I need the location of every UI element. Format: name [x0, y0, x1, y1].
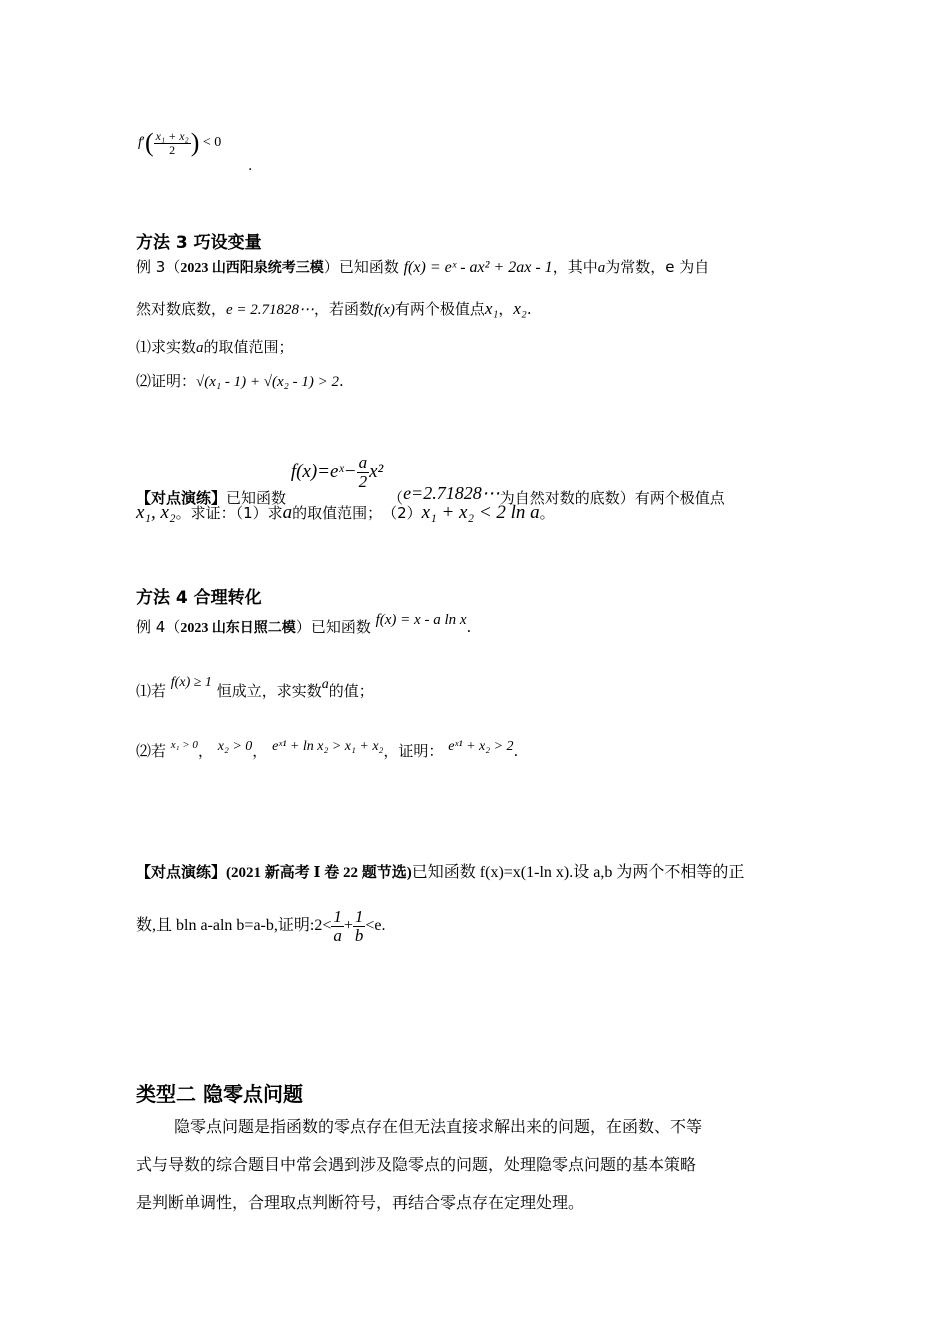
q1-end: 的取值范围； — [203, 338, 294, 356]
ex3-fx: f(x) — [374, 302, 395, 318]
ex4-label: 例 4（ — [136, 618, 181, 636]
ex3-x1: x₁ — [484, 299, 499, 318]
practice1-cond-text: 为自然对数的底数）有两个极值点 — [499, 488, 725, 507]
practice2-frac2-num: 1 — [354, 907, 364, 926]
top-formula — [138, 128, 221, 158]
top-formula-f: f — [138, 135, 142, 151]
ex3-label: 例 3（ — [136, 258, 181, 276]
top-formula-denominator: 2 — [169, 142, 176, 157]
method3-example-line1 — [136, 256, 709, 277]
practice1-frac-den: 2 — [358, 471, 368, 491]
practice1-end: 。 — [539, 504, 555, 522]
ex3-function: f(x) = eˣ - ax² + 2ax - 1 — [403, 259, 553, 276]
method4-heading: 方法 4 合理转化 — [136, 588, 262, 608]
top-formula-tail: . — [248, 158, 253, 174]
ex4-q1-start: ⑴若 — [136, 682, 167, 700]
type2-para-line3: 是判断单调性，合理取点判断符号，再结合零点存在定理处理。 — [136, 1193, 585, 1212]
ex4-q1-a: a — [321, 677, 329, 692]
practice2-line2 — [136, 908, 386, 945]
ex4-sep1: ， — [197, 742, 213, 760]
practice2-frac2 — [353, 908, 366, 945]
practice1-cond-open: （ — [388, 488, 404, 507]
practice2-frac1 — [331, 908, 344, 945]
q2-formula: √(x₁ - 1) + √(x₂ - 1) > 2 — [196, 374, 339, 390]
method4-q2 — [136, 740, 518, 761]
method3-example-line2 — [136, 298, 532, 319]
ex3-a: a — [597, 260, 606, 276]
ex4-q1-text: 恒成立，求实数 — [216, 682, 322, 700]
ex4-q2-start: ⑵若 — [136, 742, 167, 760]
ex3-x2: x₂ — [513, 299, 527, 318]
type2-para-line2: 式与导数的综合题目中常会遇到涉及隐零点的问题，处理隐零点问题的基本策略 — [136, 1155, 697, 1174]
method3-q2 — [136, 370, 344, 391]
practice2-label: 【对点演练】 — [136, 863, 227, 881]
ex4-c2: x₂ > 0 — [217, 739, 253, 754]
practice2-line2a: 数,且 bln a-aln b=a-b,证明:2< — [136, 917, 332, 935]
practice1-line2 — [136, 502, 555, 524]
practice1-fraction — [357, 454, 370, 491]
q1-text: ⑴求实数 — [136, 338, 197, 356]
paren-left: ( — [144, 128, 154, 157]
method3-q1 — [136, 336, 294, 357]
practice2-frac1-den: a — [333, 925, 342, 945]
practice1-text1: 已知函数 — [226, 488, 287, 507]
practice2-plus: + — [343, 917, 353, 935]
ex3-line2a: 然对数底数， — [136, 300, 227, 318]
practice2-frac2-den: b — [354, 925, 364, 945]
practice1-points: x₁, x₂ — [136, 502, 176, 523]
method3-heading: 方法 3 巧设变量 — [136, 233, 262, 253]
practice1-e-value: e=2.71828⋯ — [403, 482, 500, 503]
ex3-source: 2023 山西阳泉统考三模 — [180, 261, 324, 276]
practice2-line2-end: <e. — [365, 917, 386, 935]
ex4-function: f(x) = x - a ln x — [375, 612, 467, 628]
top-formula-fraction — [154, 130, 191, 156]
practice1-prove2: 的取值范围； （2） — [292, 504, 422, 522]
q1-a: a — [196, 340, 204, 356]
type2-para-line1: 隐零点问题是指函数的零点存在但无法直接求解出来的问题，在函数、不等 — [174, 1117, 703, 1136]
ex4-prove: ，证明： — [383, 742, 444, 760]
practice2-line1 — [136, 859, 744, 882]
practice1-func-lhs: f(x)=eˣ− — [290, 460, 357, 482]
top-formula-numerator: x₁ + x₂ — [155, 128, 189, 143]
practice1-line1 — [136, 453, 725, 507]
method4-example-line1 — [136, 612, 472, 637]
ex4-end: . — [513, 742, 519, 760]
ex3-line2b: ，若函数 — [314, 300, 375, 318]
practice1-a: a — [282, 502, 293, 523]
ex4-goal: eˣ¹ + x₂ > 2 — [448, 739, 514, 754]
practice1-inequality: x₁ + x₂ < 2 ln a — [421, 502, 540, 523]
ex4-close: ）已知函数 — [295, 618, 371, 636]
top-formula-prime: ′ — [141, 135, 145, 151]
ex4-sep2: ， — [252, 742, 268, 760]
practice1-label: 【对点演练】 — [136, 488, 227, 507]
ex3-comma: ， — [498, 300, 514, 318]
type2-heading: 类型二 隐零点问题 — [136, 1082, 303, 1106]
q2-text: ⑵证明： — [136, 372, 197, 390]
practice1-prove: 。求证：（1）求 — [175, 504, 283, 522]
method4-q1 — [136, 675, 374, 701]
q2-end: . — [338, 372, 344, 390]
practice2-frac1-num: 1 — [333, 907, 342, 926]
practice2-text: 已知函数 f(x)=x(1-ln x).设 a,b 为两个不相等的正 — [411, 864, 745, 881]
paren-right: ) — [190, 128, 200, 157]
ex3-period: . — [526, 300, 532, 318]
ex3-line2c: 有两个极值点 — [394, 300, 485, 318]
ex4-source: 2023 山东日照二模 — [180, 621, 296, 636]
practice1-func-rhs: x² — [369, 460, 384, 482]
practice2-source: (2021 新高考 Ⅰ 卷 22 题节选) — [226, 865, 412, 881]
ex4-c3: eˣ¹ + ln x₂ > x₁ + x₂ — [272, 739, 384, 754]
practice1-frac-num: a — [358, 453, 368, 472]
ex3-text1: ，其中 — [552, 258, 598, 276]
ex4-q1-end: 的值； — [328, 682, 374, 700]
ex3-e-value: e = 2.71828⋯ — [226, 302, 315, 318]
ex3-text2: 为常数，e 为自 — [605, 258, 710, 276]
ex3-close: ）已知函数 — [323, 258, 399, 276]
ex4-period: . — [466, 618, 472, 636]
top-formula-rel: < 0 — [202, 135, 222, 151]
ex4-q1-cond: f(x) ≥ 1 — [170, 675, 212, 690]
ex4-c1: x₁ > 0 — [170, 739, 198, 751]
